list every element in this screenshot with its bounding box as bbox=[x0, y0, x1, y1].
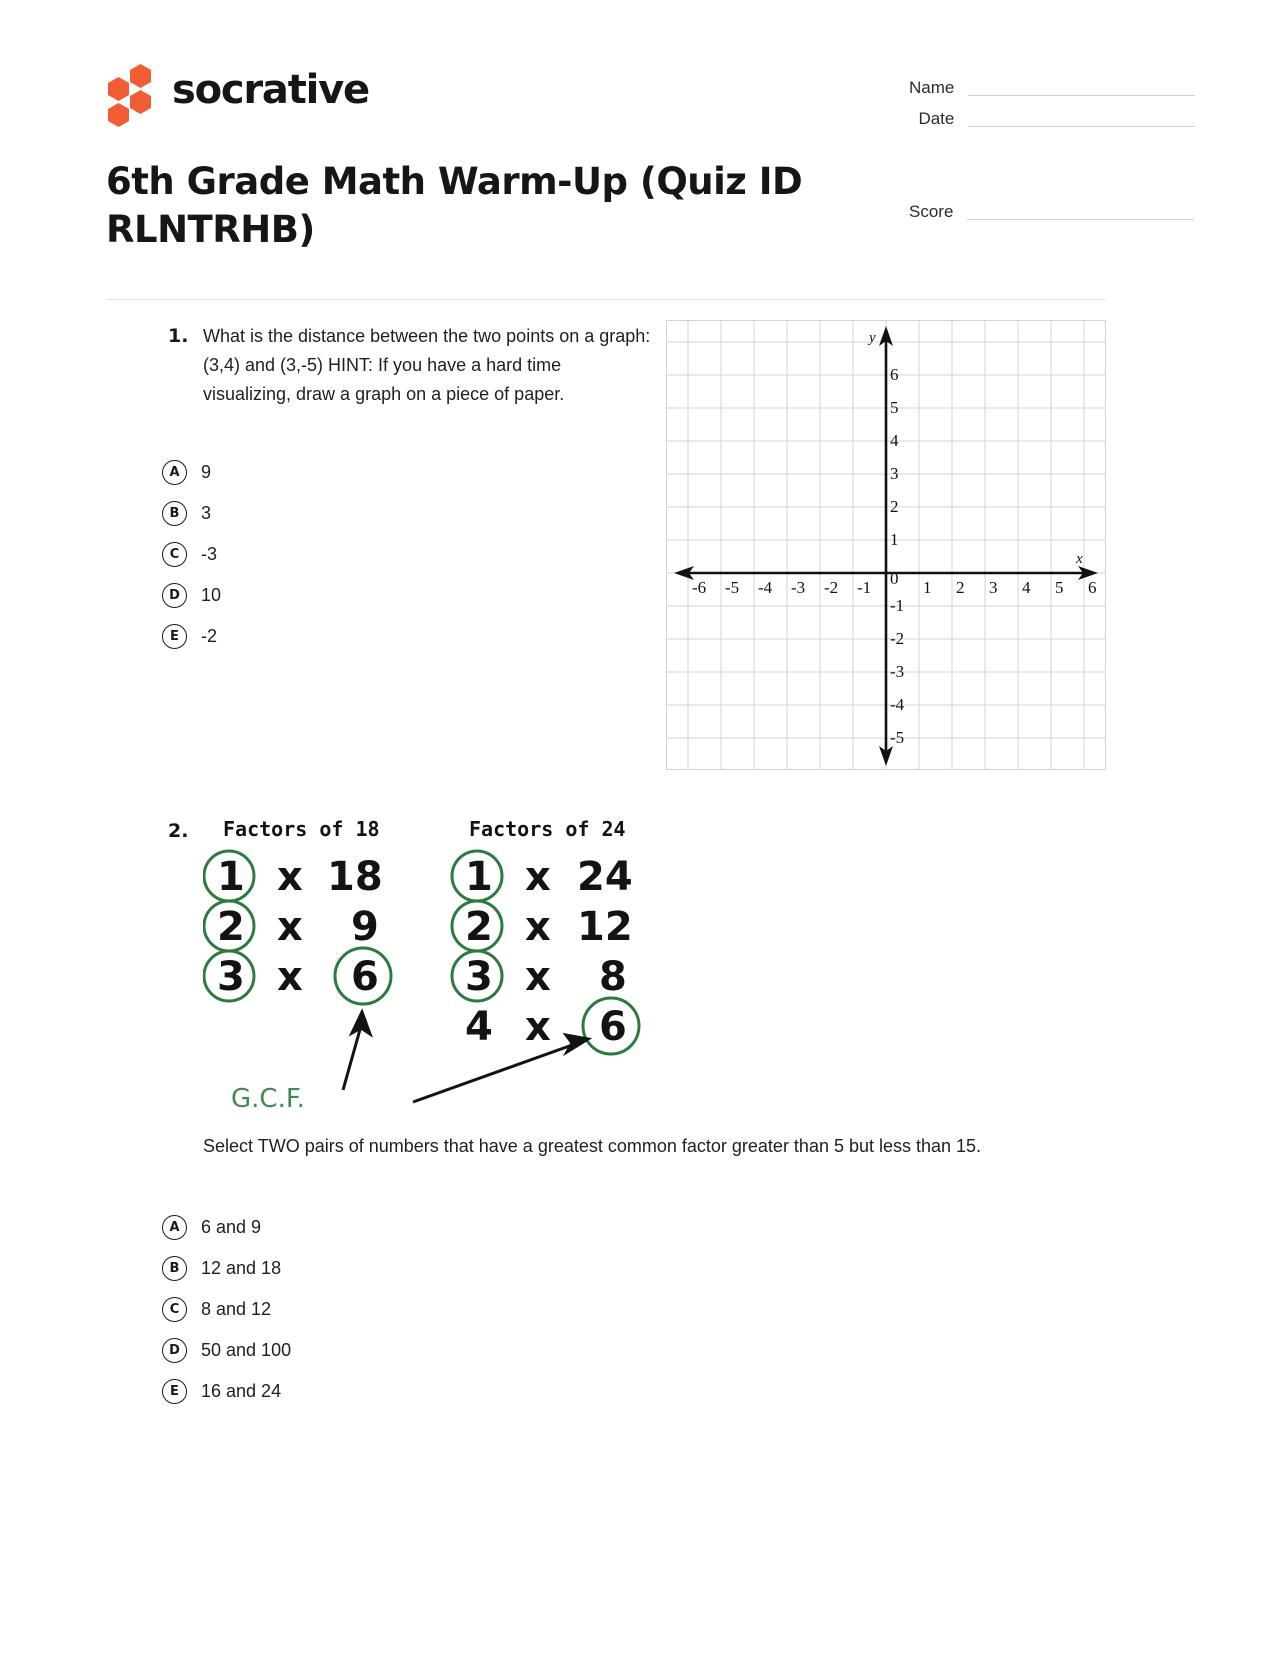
svg-text:Factors of 24: Factors of 24 bbox=[469, 817, 626, 841]
svg-text:Factors of 18: Factors of 18 bbox=[223, 817, 380, 841]
choice-label: 10 bbox=[201, 585, 222, 605]
choice-2-b[interactable] bbox=[162, 1248, 291, 1289]
question-2-number: 2. bbox=[168, 820, 189, 842]
svg-text:18: 18 bbox=[327, 854, 383, 900]
svg-text:2: 2 bbox=[217, 904, 245, 950]
svg-text:6: 6 bbox=[599, 1004, 627, 1050]
hexagon-mid-left bbox=[108, 77, 129, 101]
svg-text:x: x bbox=[525, 904, 551, 950]
date-field-row bbox=[909, 107, 1195, 127]
svg-text:-1: -1 bbox=[890, 596, 905, 615]
choice-bubble[interactable]: E bbox=[162, 1379, 187, 1404]
socrative-hexagon-logo-icon bbox=[106, 64, 156, 116]
svg-text:12: 12 bbox=[577, 904, 633, 950]
svg-text:-3: -3 bbox=[890, 662, 905, 681]
choice-bubble[interactable]: B bbox=[162, 1256, 187, 1281]
svg-text:4: 4 bbox=[465, 1004, 493, 1050]
name-field-label: Name bbox=[909, 78, 955, 97]
question-1-text: What is the distance between the two points on a graph: (3,4) and (3,-5) HINT: If you have a hard time visualizing, draw a graph on a piece of paper. bbox=[203, 326, 651, 405]
choice-bubble[interactable]: A bbox=[162, 1215, 187, 1240]
svg-text:-5: -5 bbox=[890, 728, 905, 747]
choice-label: 3 bbox=[201, 503, 212, 523]
name-field-input[interactable] bbox=[968, 76, 1195, 96]
svg-text:-4: -4 bbox=[758, 578, 773, 597]
svg-text:-6: -6 bbox=[692, 578, 707, 597]
choice-bubble[interactable]: C bbox=[162, 542, 187, 567]
svg-text:2: 2 bbox=[465, 904, 493, 950]
svg-text:8: 8 bbox=[599, 954, 627, 1000]
choice-label: 6 and 9 bbox=[201, 1217, 262, 1237]
score-field-group bbox=[909, 200, 1194, 220]
question-1-choices bbox=[162, 452, 221, 657]
choice-bubble[interactable]: C bbox=[162, 1297, 187, 1322]
choice-1-d[interactable] bbox=[162, 575, 221, 616]
student-info-fields bbox=[909, 76, 1195, 127]
svg-text:1: 1 bbox=[890, 530, 899, 549]
svg-text:4: 4 bbox=[1022, 578, 1031, 597]
svg-text:1: 1 bbox=[217, 854, 245, 900]
hexagon-bottom-left bbox=[108, 103, 129, 127]
svg-text:1: 1 bbox=[923, 578, 932, 597]
choice-bubble[interactable]: A bbox=[162, 460, 187, 485]
svg-text:1: 1 bbox=[465, 854, 493, 900]
score-field-row bbox=[909, 200, 1194, 220]
page-title: 6th Grade Math Warm-Up (Quiz ID RLNTRHB) bbox=[106, 160, 803, 252]
svg-text:6: 6 bbox=[351, 954, 379, 1000]
question-2-text: Select TWO pairs of numbers that have a greatest common factor greater than 5 but less than 15. bbox=[203, 1136, 982, 1156]
svg-text:y: y bbox=[869, 330, 876, 346]
question-1-number: 1. bbox=[168, 325, 189, 347]
svg-text:x: x bbox=[277, 904, 303, 950]
coordinate-grid-figure bbox=[666, 320, 1106, 770]
svg-text:9: 9 bbox=[351, 904, 379, 950]
svg-text:0: 0 bbox=[890, 569, 899, 588]
svg-text:24: 24 bbox=[577, 854, 633, 900]
date-field-label: Date bbox=[918, 109, 955, 128]
svg-text:5: 5 bbox=[1055, 578, 1064, 597]
choice-label: 8 and 12 bbox=[201, 1299, 272, 1319]
choice-1-b[interactable] bbox=[162, 493, 221, 534]
choice-1-c[interactable] bbox=[162, 534, 221, 575]
factors-diagram-figure bbox=[203, 812, 683, 1122]
choice-label: 9 bbox=[201, 462, 212, 482]
svg-text:3: 3 bbox=[217, 954, 245, 1000]
svg-text:-2: -2 bbox=[824, 578, 839, 597]
svg-text:6: 6 bbox=[890, 365, 899, 384]
choice-2-e[interactable] bbox=[162, 1371, 291, 1412]
svg-text:4: 4 bbox=[890, 431, 899, 450]
choice-label: 12 and 18 bbox=[201, 1258, 282, 1278]
svg-text:3: 3 bbox=[890, 464, 899, 483]
choice-label: -2 bbox=[201, 626, 218, 646]
svg-text:x: x bbox=[525, 854, 551, 900]
svg-text:x: x bbox=[277, 954, 303, 1000]
svg-text:-2: -2 bbox=[890, 629, 905, 648]
score-field-input[interactable] bbox=[967, 200, 1194, 220]
question-1-body bbox=[203, 322, 653, 409]
svg-text:5: 5 bbox=[890, 398, 899, 417]
svg-text:3: 3 bbox=[465, 954, 493, 1000]
svg-text:6: 6 bbox=[1088, 578, 1097, 597]
question-2-choices bbox=[162, 1207, 291, 1412]
question-2-body bbox=[203, 1132, 1093, 1161]
score-field-label: Score bbox=[909, 202, 954, 221]
choice-2-a[interactable] bbox=[162, 1207, 291, 1248]
choice-bubble[interactable]: D bbox=[162, 583, 187, 608]
choice-bubble[interactable]: E bbox=[162, 624, 187, 649]
svg-text:x: x bbox=[277, 854, 303, 900]
svg-text:3: 3 bbox=[989, 578, 998, 597]
svg-text:2: 2 bbox=[956, 578, 965, 597]
svg-text:-4: -4 bbox=[890, 695, 905, 714]
choice-1-a[interactable] bbox=[162, 452, 221, 493]
choice-label: -3 bbox=[201, 544, 218, 564]
svg-text:x: x bbox=[525, 954, 551, 1000]
svg-text:-1: -1 bbox=[857, 578, 872, 597]
choice-2-d[interactable] bbox=[162, 1330, 291, 1371]
svg-text:x: x bbox=[1076, 551, 1083, 567]
header-divider bbox=[106, 299, 1106, 300]
brand-name: socrative bbox=[172, 67, 369, 113]
svg-text:x: x bbox=[525, 1004, 551, 1050]
choice-1-e[interactable] bbox=[162, 616, 221, 657]
choice-bubble[interactable]: B bbox=[162, 501, 187, 526]
choice-2-c[interactable] bbox=[162, 1289, 291, 1330]
page-header bbox=[106, 58, 1106, 252]
svg-text:-3: -3 bbox=[791, 578, 806, 597]
choice-label: 50 and 100 bbox=[201, 1340, 292, 1360]
date-field-input[interactable] bbox=[968, 107, 1195, 127]
svg-text:-5: -5 bbox=[725, 578, 740, 597]
choice-label: 16 and 24 bbox=[201, 1381, 282, 1401]
hexagon-mid-right bbox=[130, 90, 151, 114]
svg-text:2: 2 bbox=[890, 497, 899, 516]
gcf-annotation-label: G.C.F. bbox=[231, 1084, 305, 1114]
choice-bubble[interactable]: D bbox=[162, 1338, 187, 1363]
brand-logo bbox=[106, 64, 369, 116]
name-field-row bbox=[909, 76, 1195, 96]
hexagon-top-right bbox=[130, 64, 151, 88]
